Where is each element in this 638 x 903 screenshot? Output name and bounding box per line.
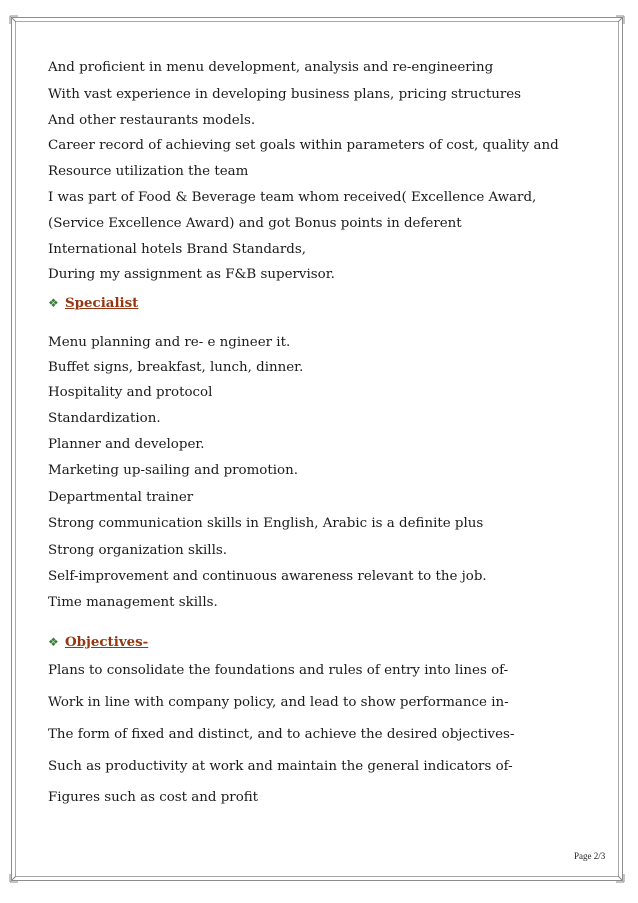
intro-line: Career record of achieving set goals within parameters of cost, quality and	[48, 138, 559, 153]
page-number: Page 2/3	[574, 851, 606, 861]
specialist-item: Menu planning and re- e ngineer it.	[48, 335, 291, 350]
objectives-item: Figures such as cost and profit	[48, 790, 259, 805]
objectives-item: Such as productivity at work and maintain the general indicators of-	[48, 759, 513, 774]
corner-ornament-top-left	[9, 15, 19, 25]
intro-line: Resource utilization the team	[48, 164, 249, 179]
intro-line: (Service Excellence Award) and got Bonus points in deferent	[48, 216, 462, 231]
intro-line: And proficient in menu development, analysis and re-engineering	[48, 60, 494, 75]
intro-line: During my assignment as F&B supervisor.	[48, 267, 335, 282]
specialist-item: Strong organization skills.	[48, 543, 228, 558]
specialist-item: Departmental trainer	[48, 490, 194, 505]
diamond-bullet-icon: ❖	[48, 635, 59, 649]
specialist-heading-text: Specialist	[65, 295, 139, 311]
specialist-item: Self-improvement and continuous awareness relevant to the job.	[48, 569, 487, 584]
intro-line: I was part of Food & Beverage team whom received( Excellence Award,	[48, 190, 537, 205]
diamond-bullet-icon: ❖	[48, 296, 59, 310]
specialist-item: Planner and developer.	[48, 437, 205, 452]
objectives-heading	[48, 634, 148, 650]
intro-line: International hotels Brand Standards,	[48, 242, 306, 257]
specialist-item: Time management skills.	[48, 595, 218, 610]
intro-line: With vast experience in developing business plans, pricing structures	[48, 87, 522, 102]
specialist-item: Marketing up-sailing and promotion.	[48, 463, 298, 478]
intro-line: And other restaurants models.	[48, 113, 256, 128]
specialist-item: Strong communication skills in English, Arabic is a definite plus	[48, 516, 484, 531]
corner-ornament-bottom-right	[615, 873, 625, 883]
specialist-item: Buffet signs, breakfast, lunch, dinner.	[48, 360, 304, 375]
objectives-item: The form of fixed and distinct, and to achieve the desired objectives-	[48, 727, 515, 742]
specialist-item: Standardization.	[48, 411, 161, 426]
corner-ornament-bottom-left	[9, 873, 19, 883]
specialist-item: Hospitality and protocol	[48, 385, 213, 400]
objectives-heading-text: Objectives-	[65, 634, 149, 650]
corner-ornament-top-right	[615, 15, 625, 25]
objectives-item: Work in line with company policy, and lead to show performance in-	[48, 695, 509, 710]
objectives-item: Plans to consolidate the foundations and rules of entry into lines of-	[48, 663, 509, 678]
specialist-heading	[48, 295, 138, 311]
